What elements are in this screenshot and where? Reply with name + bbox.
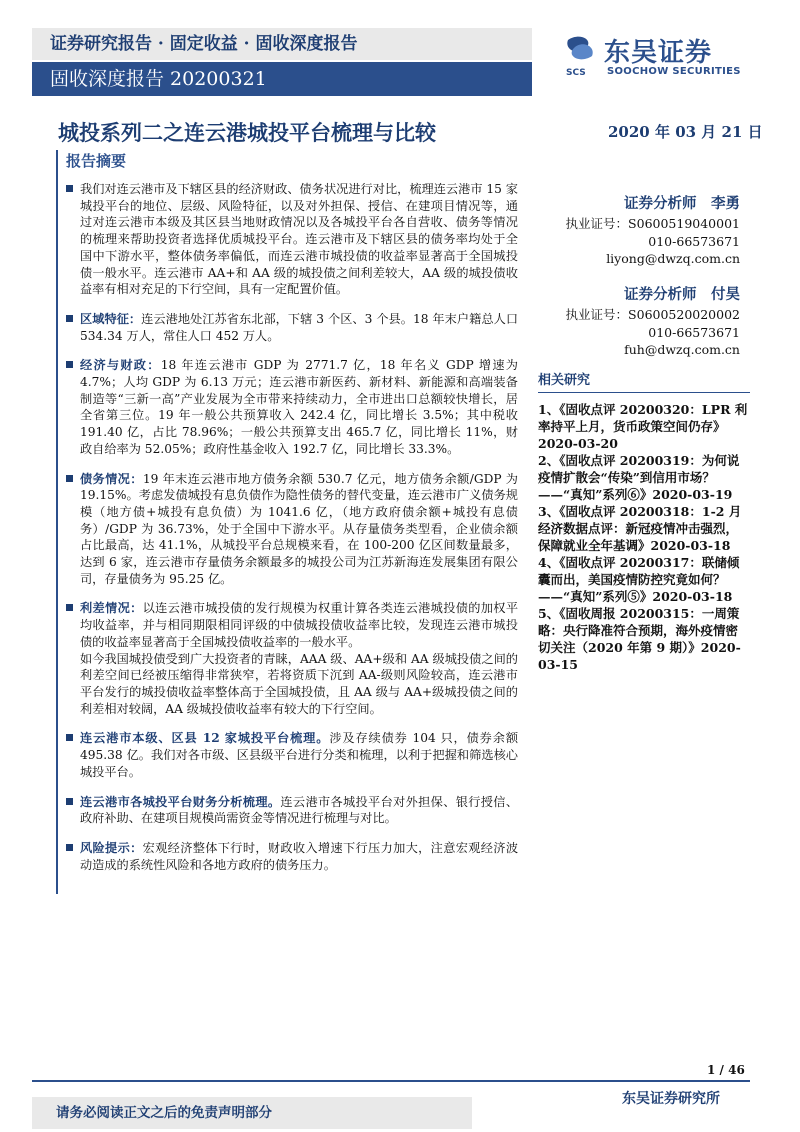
brand-logo	[560, 30, 760, 86]
bullet-paragraph: 我们对连云港市及下辖区县的经济财政、债务状况进行对比，梳理连云港市 15 家城投平台的地位、层级、风险特征，以及对外担保、授信、在建项目情况等，通过对连云港市本级及其区县当地财政情况以及各城投平台各自营收、债务等情况的梳理来帮助投资者选择优质城投平台。连云港市及下辖区县的债务率均处于全国中下游水平，整体债务率偏低，而连云港市城投债的收益率显著高于全国城投债一般水平。连云港市 AA+和 AA 级的城投债之间利差较大，AA 级的城投债收益率有相对充足的下行空间，具有一定配置价值。	[80, 182, 518, 297]
soochow-logo-icon	[560, 34, 600, 78]
related-research-item[interactable]: 1、《固收点评 20200320：LPR 利率持平上月，货币政策空间仍存》2020-03-20	[538, 402, 748, 451]
bullet-text: 连云港市各城投平台对外担保、银行授信、政府补助、在建项目规模尚需资金等情况进行梳理与对比。	[80, 794, 519, 826]
bullet-square-icon	[66, 844, 73, 851]
bullet-paragraph: 如今我国城投债受到广大投资者的青睐，AAA 级、AA+级和 AA 级城投债之间的利差空间已经被压缩得非常狭窄，若将资质下沉到 AA-级则风险较高，连云港市平台发行的城投债收益率整体高于全国城投债，且 AA 级与 AA+级城投债之间的利差相对较阔，AA 级城投债收益率有较大的下行空间。	[80, 651, 518, 716]
abstract-bullet	[66, 794, 518, 827]
related-research-item[interactable]: 2、《固收点评 20200319：为何说疫情扩散会“传染”到信用市场？——“真知”系列⑥》2020-03-19	[538, 453, 740, 502]
analyst-phone: 010-66573671	[648, 233, 740, 249]
abstract-bullet	[66, 357, 518, 457]
analyst-cert: 执业证号：S0600520020002	[565, 307, 740, 322]
bullet-square-icon	[66, 475, 73, 482]
related-research	[538, 369, 750, 673]
bullet-lead: 区域特征：	[80, 311, 142, 326]
brand-name-cn: 东吴证券	[604, 38, 713, 68]
bullet-lead: 风险提示：	[80, 840, 143, 855]
bullet-text: 连云港地处江苏省东北部，下辖 3 个区、3 个县。18 年末户籍总人口 534.34 万人，常住人口 452 万人。	[80, 311, 519, 343]
abstract-bullet	[66, 840, 518, 873]
bullet-lead: 经济与财政：	[80, 358, 161, 373]
analyst-block	[566, 284, 740, 359]
analyst-name: 证券分析师 付昊	[624, 286, 740, 303]
related-research-item[interactable]: 4、《固收点评 20200317：联储倾囊而出，美国疫情防控究竟如何？——“真知”系列⑤》2020-03-18	[538, 555, 740, 604]
report-date: 2020 年 03 月 21 日	[608, 123, 763, 141]
report-category-band: 证券研究报告 · 固定收益 · 固收深度报告	[32, 28, 532, 60]
bullet-lead: 债务情况：	[80, 471, 143, 486]
disclaimer-notice: 请务必阅读正文之后的免责声明部分	[32, 1097, 472, 1129]
analyst-cert: 执业证号：S0600519040001	[565, 216, 740, 231]
bullet-lead: 连云港市各城投平台财务分析梳理。	[80, 794, 281, 809]
bullet-text: 18 年连云港市 GDP 为 2771.7 亿，18 年名义 GDP 增速为 4.7%；人均 GDP 为 6.13 万元；连云港市新医药、新材料、新能源和高端装备制造等“三新一高”产业发展为全市带来持续动力，全市进出口总额较快增长，居全省第三位。19 年一般公共预算收入 242.4 亿，同比增长 3.5%；其中税收 191.40 亿，占比 78.96%；一般公共预算支出 465.7 亿，同比增长 11%，财政自给率为 52.05%；政府性基金收入 192.7 亿，同比增长 33.3%。	[80, 358, 518, 456]
related-research-heading: 相关研究	[538, 369, 750, 393]
analyst-name: 证券分析师 李勇	[624, 195, 740, 212]
bullet-text: 以连云港市城投债的发行规模为权重计算各类连云港城投债的加权平均收益率，并与相同期限相同评级的中债城投债收益率比较，发现连云港市城投债的收益率显著高于全国城投债收益率的一般水平。	[80, 601, 519, 649]
bullet-square-icon	[66, 798, 73, 805]
footer-rule	[32, 1080, 750, 1082]
bullet-square-icon	[66, 185, 73, 192]
logo-mark-text: SCS	[566, 68, 586, 78]
page-number: 1 / 46	[707, 1063, 745, 1077]
analyst-email[interactable]: liyong@dwzq.com.cn	[606, 251, 740, 266]
report-title: 城投系列二之连云港城投平台梳理与比较	[58, 120, 436, 145]
abstract-accent-rule	[56, 150, 58, 894]
bullet-square-icon	[66, 604, 73, 611]
bullet-lead: 连云港市本级、区县 12 家城投平台梳理。	[80, 731, 330, 746]
bullet-text: 宏观经济整体下行时，财政收入增速下行压力加大，注意宏观经济波动造成的系统性风险和各地方政府的债务压力。	[80, 840, 519, 872]
analyst-phone: 010-66573671	[648, 324, 740, 340]
abstract-heading: 报告摘要	[66, 152, 127, 170]
report-type-band: 固收深度报告 20200321	[32, 62, 532, 96]
brand-name-en: SOOCHOW SECURITIES	[607, 66, 741, 77]
bullet-square-icon	[66, 361, 73, 368]
abstract-bullet	[66, 181, 518, 298]
related-research-item[interactable]: 5、《固收周报 20200315：一周策略：央行降准符合预期，海外疫情密切关注（2020 年第 9 期）》2020-03-15	[538, 606, 741, 672]
analyst-block	[566, 193, 740, 268]
abstract-bullet	[66, 730, 518, 780]
research-institute: 东吴证券研究所	[622, 1091, 720, 1107]
abstract-body	[66, 181, 518, 886]
bullet-text: 19 年末连云港市地方债务余额 530.7 亿元，地方债务余额/GDP 为 19.15%。考虑发债城投有息负债作为隐性债务的替代变量，连云港市广义债务规模（地方债+城投有息负债）为 1041.6 亿，（地方政府债余额+城投有息债务）/GDP 为 36.73%，处于全国中下游水平。从存量债务类型看，企业债余额占比最高，达 41.1%，从城投平台总规模来看，在 100-200 亿区间数量最多，达到 6 家，连云港市存量债务余额最多的城投公司为江苏新海连发展集团有限公司，存量债务为 95.25 亿。	[80, 471, 518, 586]
bullet-lead: 利差情况：	[80, 601, 143, 616]
analyst-email[interactable]: fuh@dwzq.com.cn	[624, 342, 740, 357]
abstract-bullet	[66, 471, 518, 588]
related-research-item[interactable]: 3、《固收点评 20200318：1-2 月经济数据点评：新冠疫情冲击强烈，保障就业全年基调》2020-03-18	[538, 504, 742, 553]
bullet-square-icon	[66, 315, 73, 322]
bullet-square-icon	[66, 734, 73, 741]
abstract-bullet	[66, 311, 518, 344]
bullet-text: 涉及存续债券 104 只，债券余额 495.38 亿。我们对各市级、区县级平台进行分类和梳理，以利于把握和筛选核心城投平台。	[80, 731, 519, 779]
abstract-bullet	[66, 600, 518, 717]
